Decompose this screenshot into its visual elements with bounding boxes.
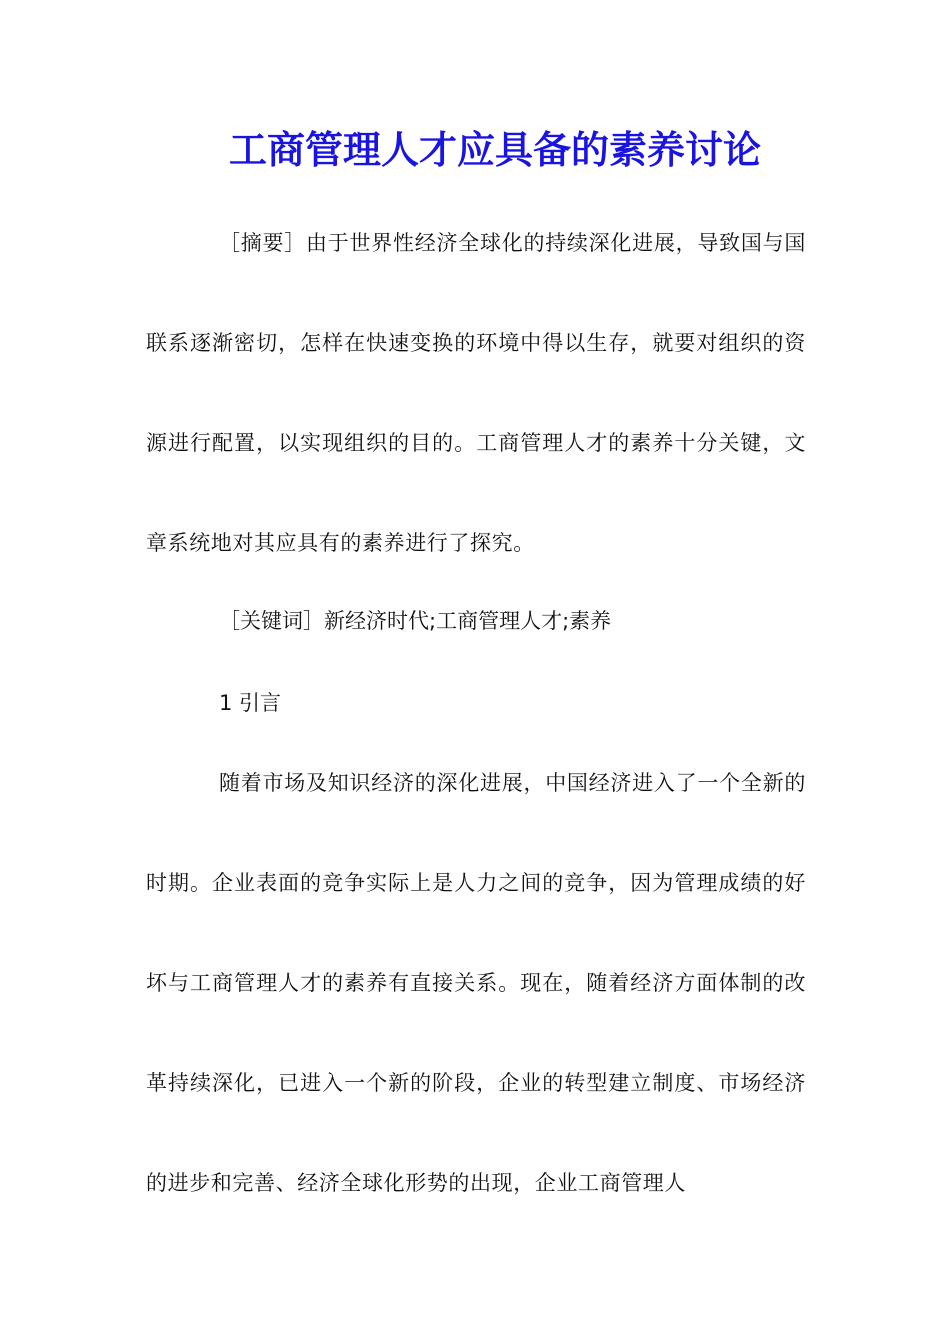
abstract-paragraph: ［摘要］由于世界性经济全球化的持续深化进展，导致国与国联系逐渐密切，怎样在快速变换的环境中得以生存，就要对组织的资源进行配置，以实现组织的目的。工商管理人才的素养十分关键，文章系统地对其应具有的素养进行了探究。 bbox=[146, 231, 806, 555]
document-title: 工商管理人才应具备的素养讨论 bbox=[228, 127, 761, 172]
intro-block bbox=[146, 733, 806, 1233]
abstract-block bbox=[146, 193, 806, 593]
intro-paragraph: 随着市场及知识经济的深化进展，中国经济进入了一个全新的时期。企业表面的竞争实际上是人力之间的竞争，因为管理成绩的好坏与工商管理人才的素养有直接关系。现在，随着经济方面体制的改革持续深化，已进入一个新的阶段，企业的转型建立制度、市场经济的进步和完善、经济全球化形势的出现，企业工商管理人 bbox=[146, 771, 806, 1195]
keywords-line: ［关键词］新经济时代;工商管理人才;素养 bbox=[219, 609, 612, 633]
section-heading: 1 引言 bbox=[219, 691, 282, 715]
